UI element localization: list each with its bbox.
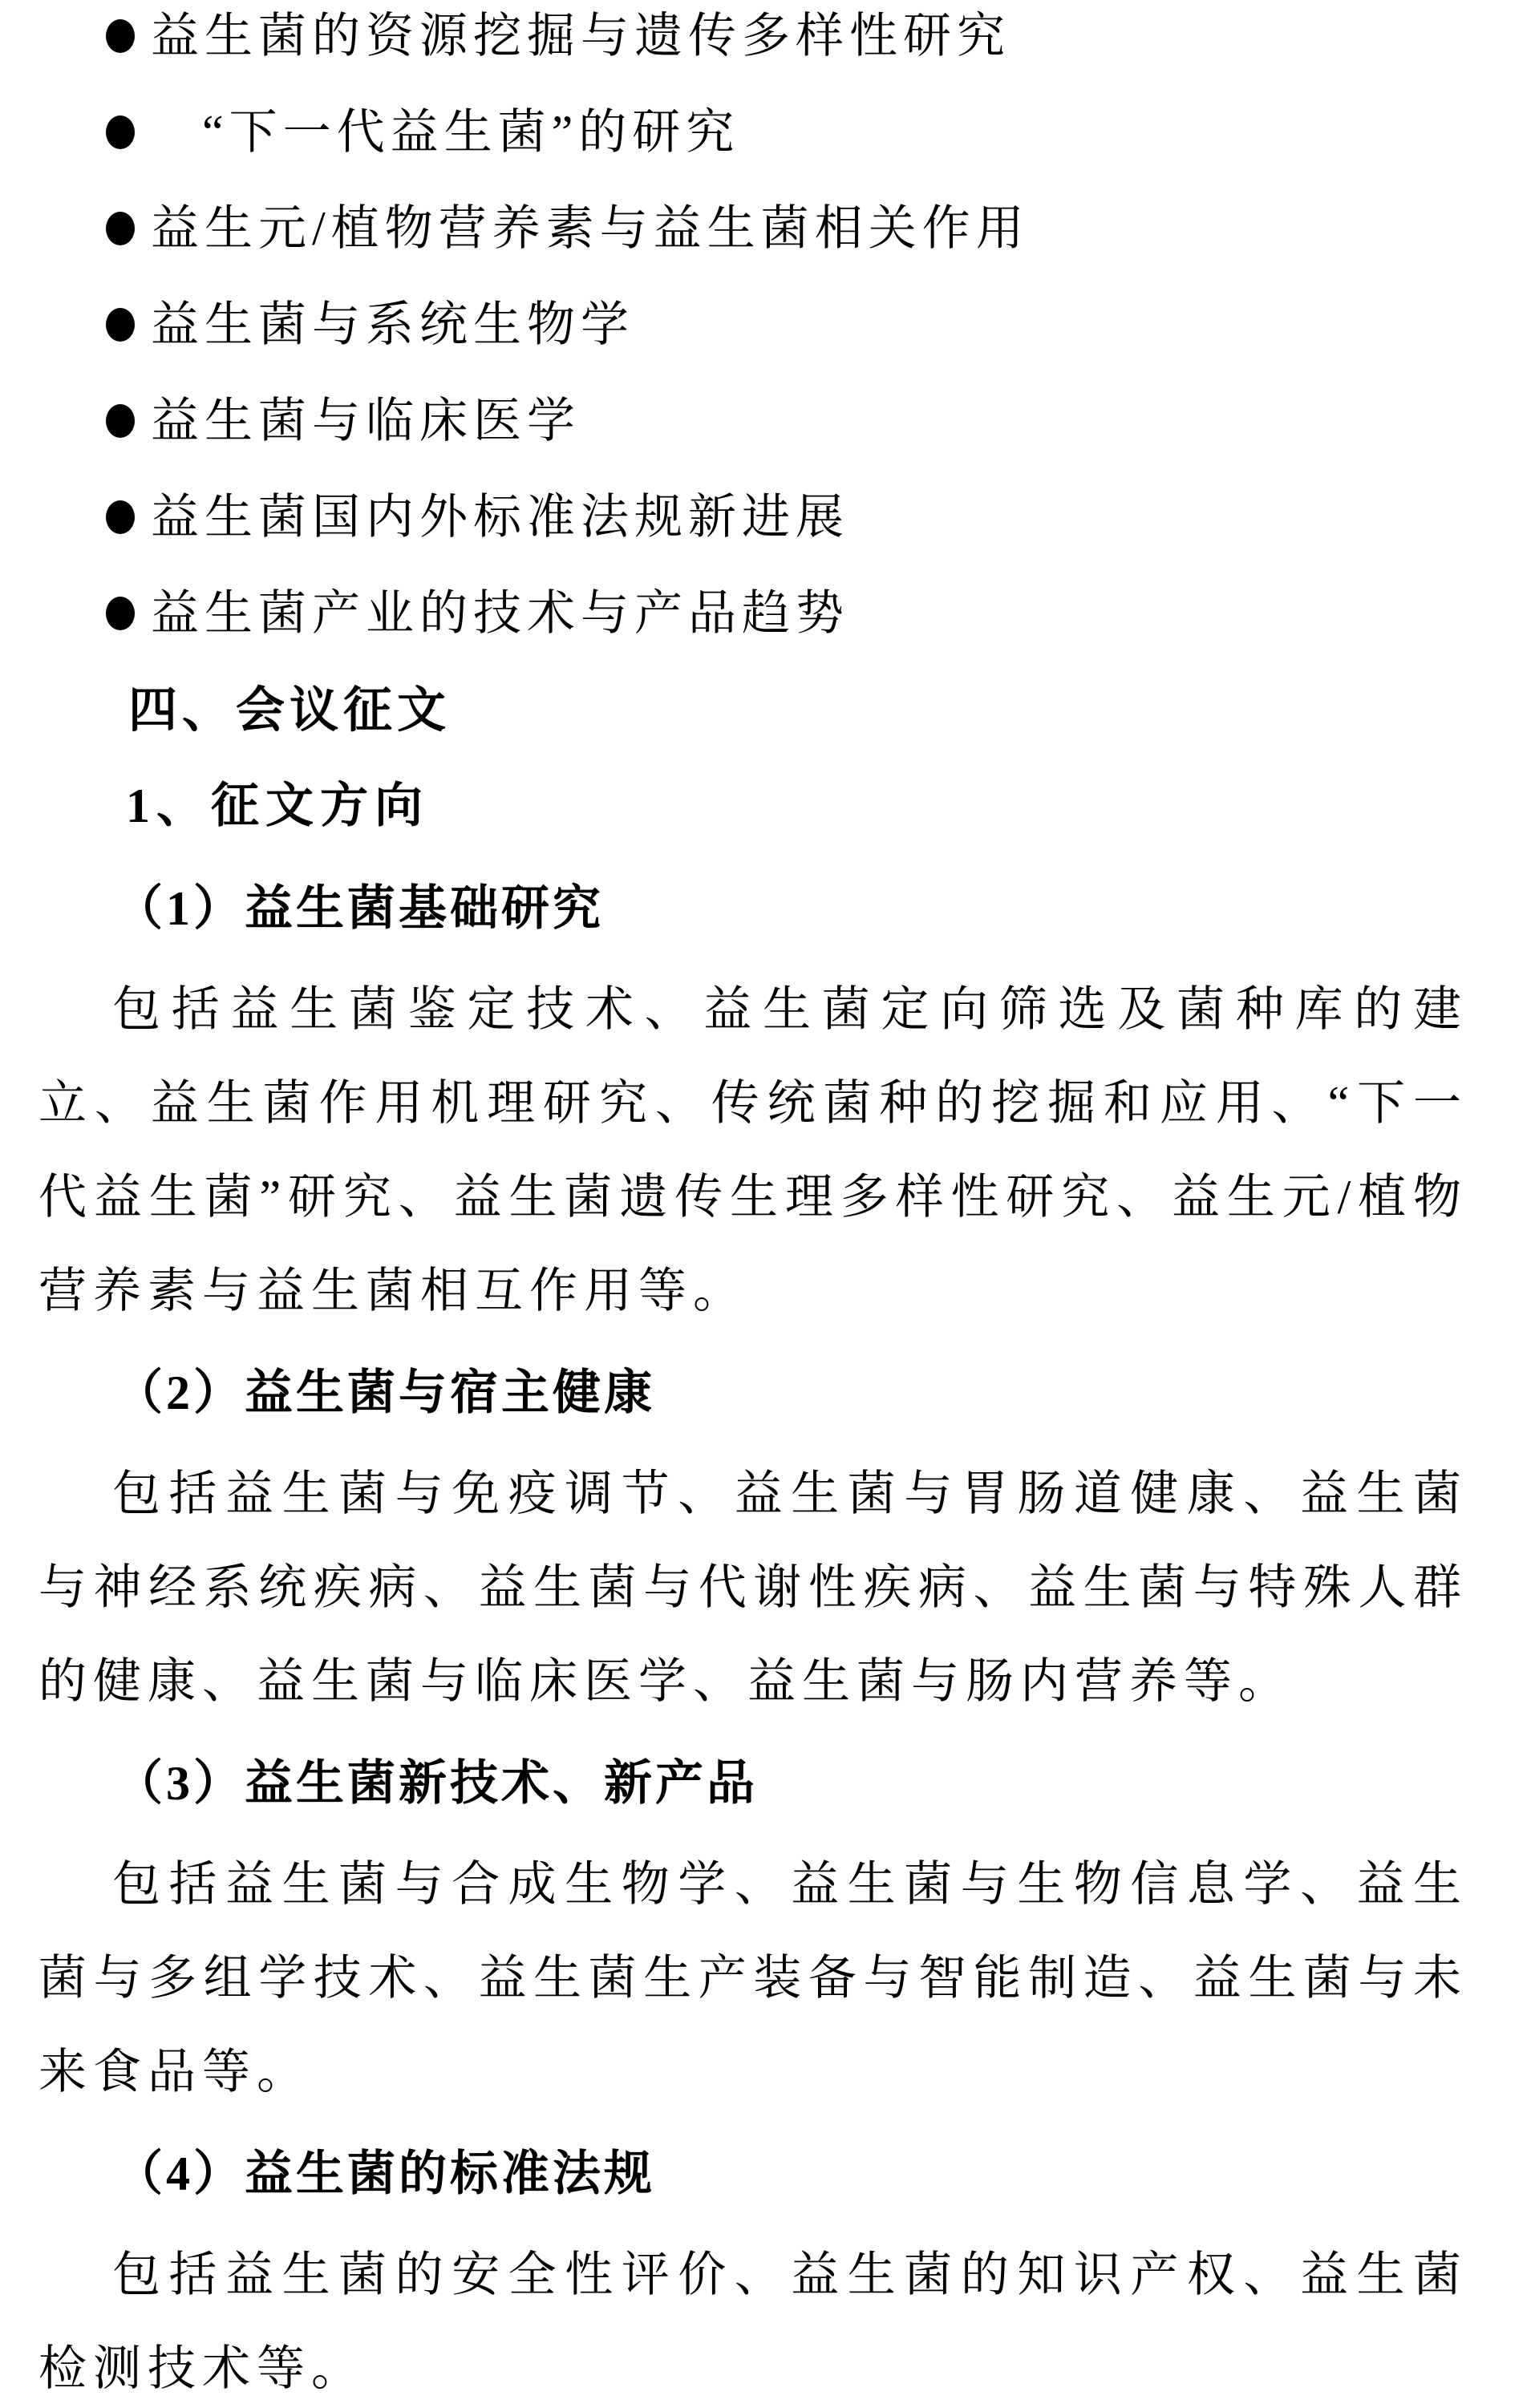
- bullet-text: 益生菌国内外标准法规新进展: [151, 491, 849, 544]
- topic-bullet-list: [38, 0, 1468, 662]
- list-item: [38, 0, 1468, 84]
- topic-section-new-tech-products: [38, 1735, 1468, 2119]
- section-heading-call-for-papers: 四、会议征文: [128, 682, 452, 737]
- bullet-text: 益生菌与系统生物学: [151, 298, 634, 351]
- bullet-icon: [106, 404, 135, 438]
- bullet-icon: [106, 212, 135, 245]
- bullet-icon: [106, 597, 135, 630]
- topic-paragraph: 包括益生菌鉴定技术、益生菌定向筛选及菌种库的建立、益生菌作用机理研究、传统菌种的挖掘和应用、“下一代益生菌”研究、益生菌遗传生理多样性研究、益生元/植物营养素与益生菌相互作用等。: [38, 983, 1468, 1317]
- bullet-text: 益生菌产业的技术与产品趋势: [151, 587, 849, 640]
- subsection-heading-submission-directions: 1、征文方向: [126, 779, 429, 832]
- bullet-icon: [106, 308, 135, 342]
- bullet-icon: [106, 115, 135, 149]
- topic-section-host-health: [38, 1345, 1468, 1729]
- list-item: [38, 469, 1468, 565]
- topic-section-basic-research: [38, 860, 1468, 1338]
- list-item: [38, 180, 1468, 277]
- bullet-text: “下一代益生菌”的研究: [202, 106, 740, 159]
- topic-paragraph: 包括益生菌的安全性评价、益生菌的知识产权、益生菌检测技术等。: [38, 2248, 1468, 2395]
- list-item: [38, 277, 1468, 373]
- bullet-text: 益生菌与临床医学: [151, 395, 581, 447]
- bullet-text: 益生菌的资源挖掘与遗传多样性研究: [151, 10, 1011, 63]
- topic-section-standards-regulations: [38, 2126, 1468, 2408]
- list-item: [38, 84, 1468, 180]
- topic-heading: （1）益生菌基础研究: [115, 882, 604, 935]
- topic-paragraph: 包括益生菌与合成生物学、益生菌与生物信息学、益生菌与多组学技术、益生菌生产装备与智能制造、益生菌与未来食品等。: [38, 1858, 1468, 2098]
- topic-paragraph: 包括益生菌与免疫调节、益生菌与胃肠道健康、益生菌与神经系统疾病、益生菌与代谢性疾病、益生菌与特殊人群的健康、益生菌与临床医学、益生菌与肠内营养等。: [38, 1467, 1468, 1708]
- topic-heading: （2）益生菌与宿主健康: [115, 1366, 655, 1419]
- bullet-text: 益生元/植物营养素与益生菌相关作用: [151, 202, 1030, 255]
- bullet-icon: [106, 500, 135, 534]
- topic-heading: （3）益生菌新技术、新产品: [115, 1757, 758, 1810]
- topic-heading: （4）益生菌的标准法规: [115, 2147, 655, 2200]
- list-item: [38, 373, 1468, 469]
- bullet-icon: [106, 19, 135, 53]
- list-item: [38, 565, 1468, 662]
